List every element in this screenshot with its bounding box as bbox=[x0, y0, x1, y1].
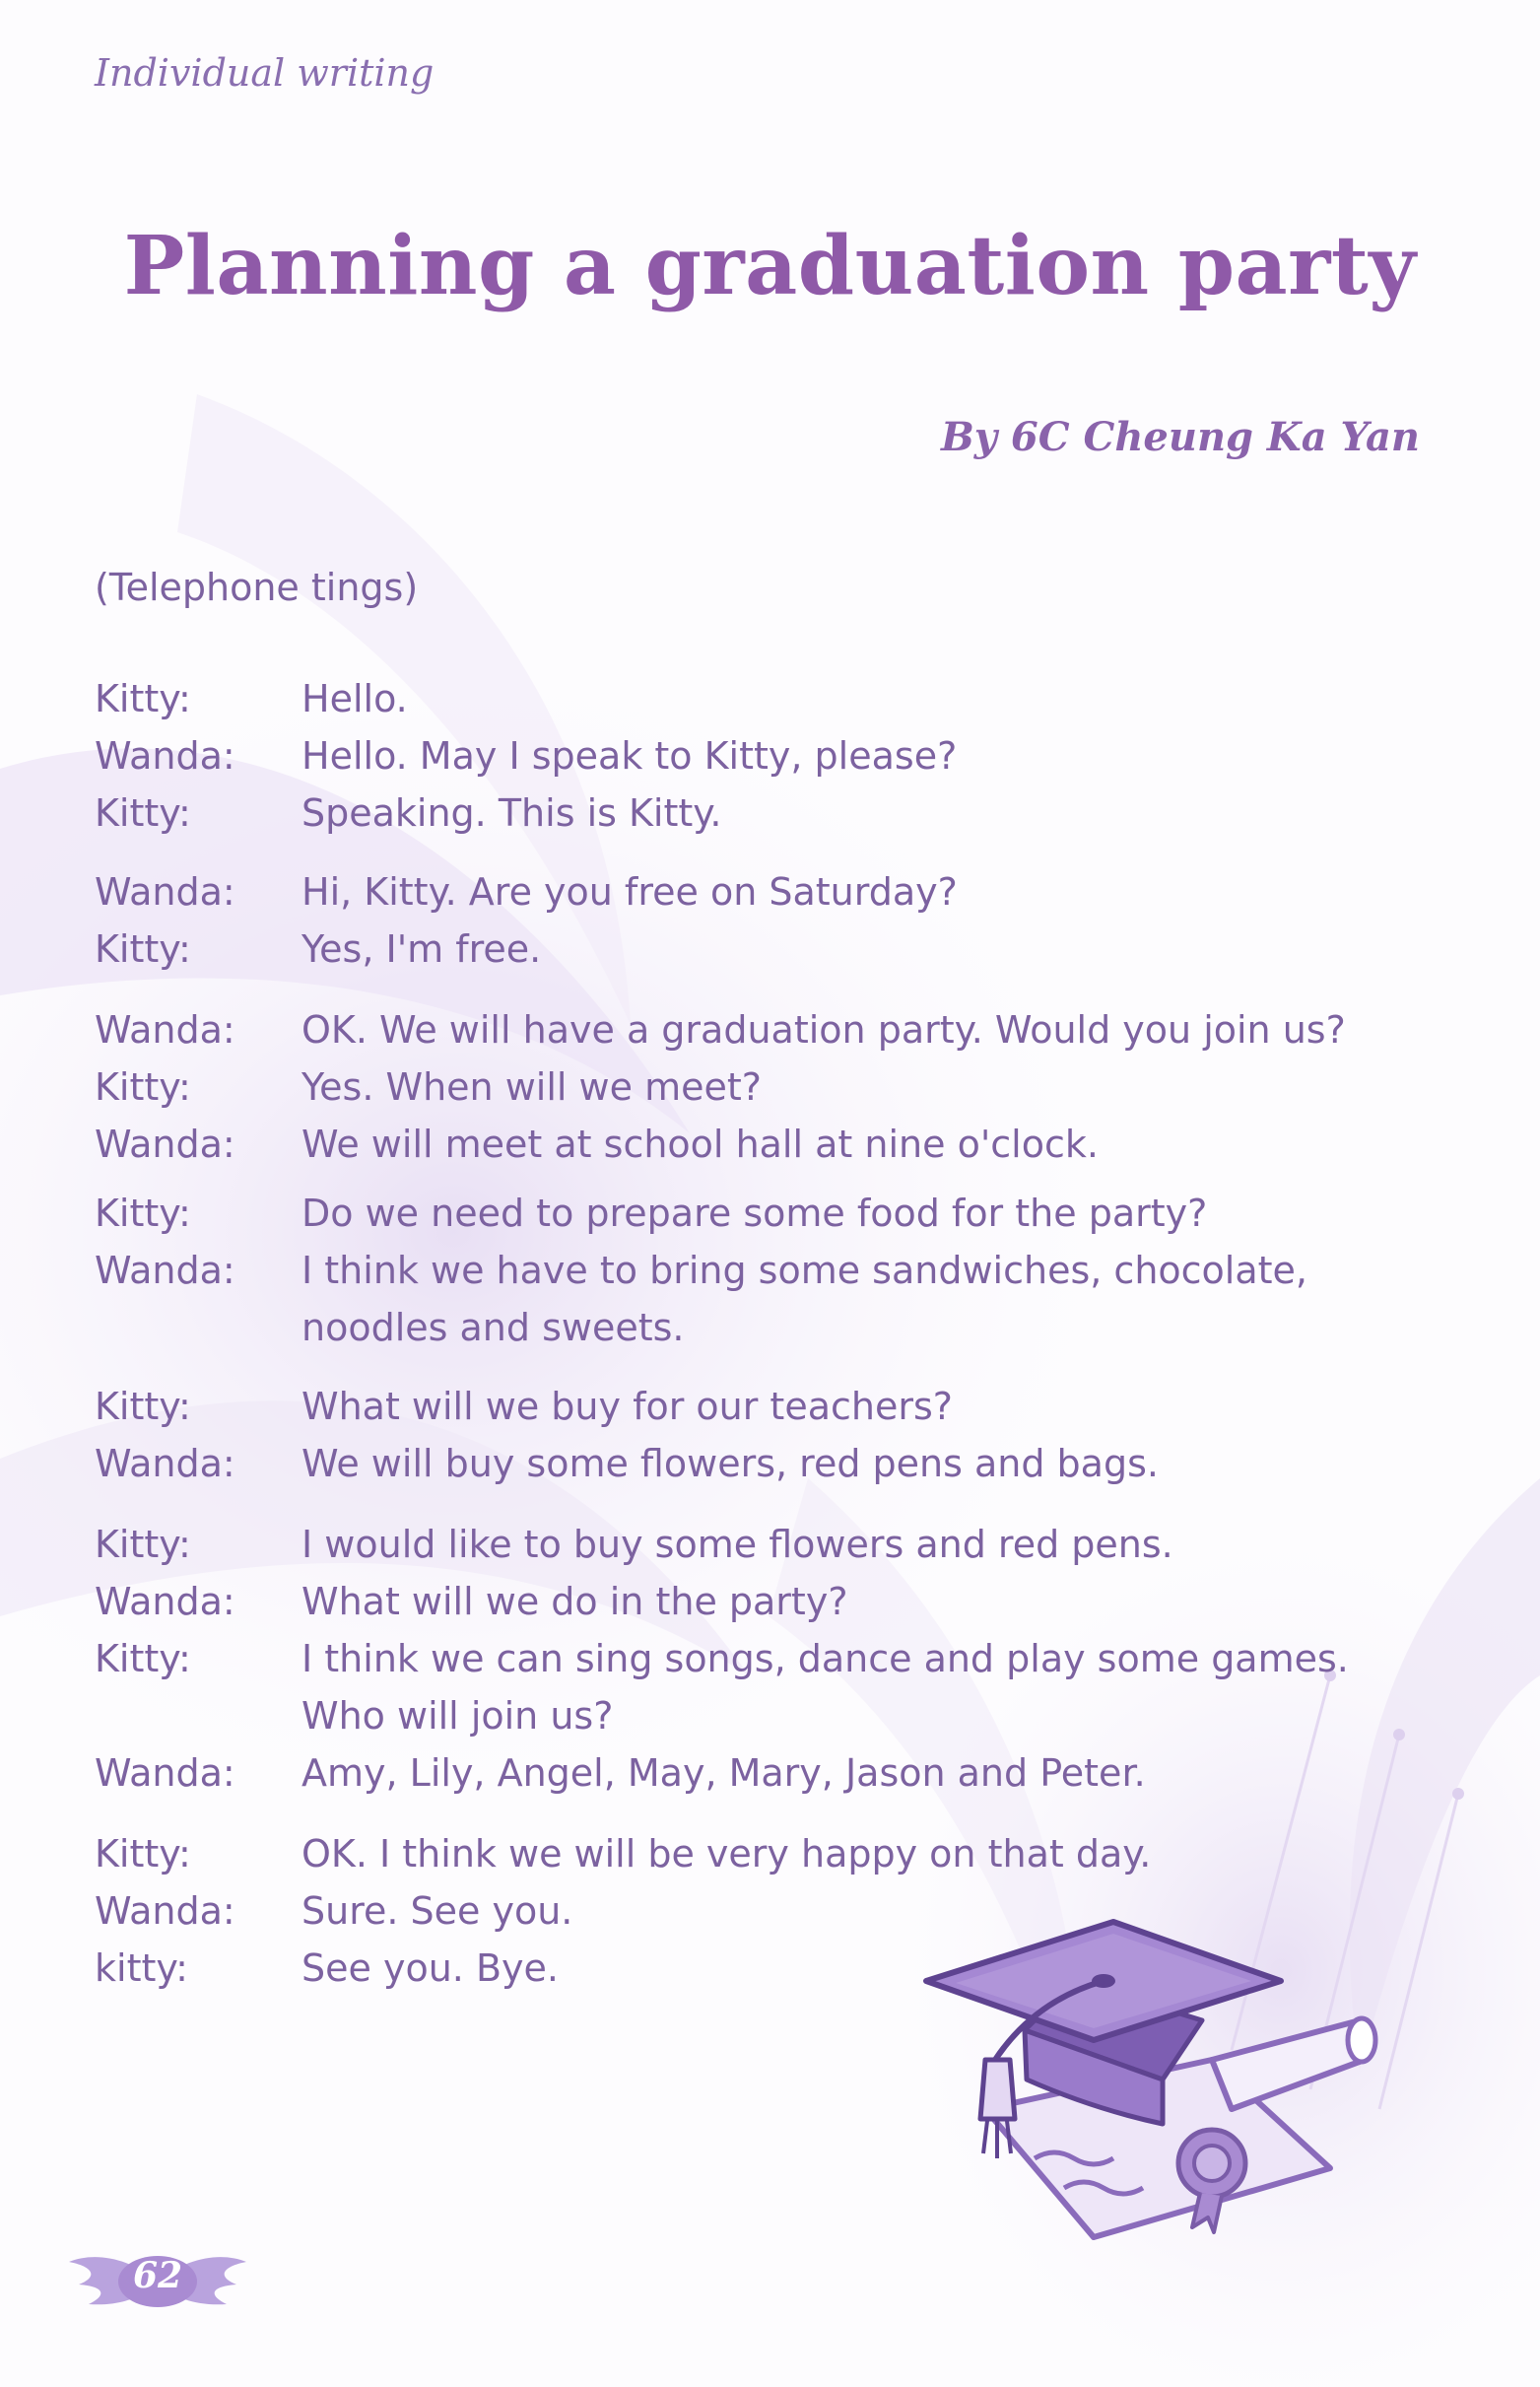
speech-text: What will we buy for our teachers? bbox=[301, 1385, 953, 1428]
speaker-name: Wanda: bbox=[95, 1249, 235, 1292]
speech-text: Speaking. This is Kitty. bbox=[301, 791, 722, 835]
speech-text: I think we have to bring some sandwiches, chocolate, noodles and sweets. bbox=[301, 1249, 1307, 1349]
section-label: Individual writing bbox=[95, 51, 435, 95]
speech-text: OK. We will have a graduation party. Would you join us? bbox=[301, 1008, 1346, 1052]
speaker-name: Wanda: bbox=[95, 870, 235, 914]
speaker-name: Wanda: bbox=[95, 1580, 235, 1623]
speaker-name: Wanda: bbox=[95, 1008, 235, 1052]
speaker-name: Kitty: bbox=[95, 1637, 191, 1680]
page-number: 62 bbox=[132, 2255, 183, 2296]
speaker-name: Kitty: bbox=[95, 1192, 191, 1235]
speech-text: Yes. When will we meet? bbox=[301, 1065, 762, 1109]
speech-text: Yes, I'm free. bbox=[301, 927, 542, 971]
speaker-name: Wanda: bbox=[95, 1751, 235, 1795]
author-byline: By 6C Cheung Ka Yan bbox=[940, 414, 1420, 460]
speech-text: See you. Bye. bbox=[301, 1946, 559, 1990]
speech-text: I think we can sing songs, dance and play some games. Who will join us? bbox=[301, 1637, 1349, 1738]
stage-direction: (Telephone tings) bbox=[95, 566, 419, 609]
speech-text: Sure. See you. bbox=[301, 1889, 573, 1933]
speaker-name: Kitty: bbox=[95, 1523, 191, 1566]
speaker-name: Kitty: bbox=[95, 677, 191, 720]
speech-text: I would like to buy some flowers and red pens. bbox=[301, 1523, 1173, 1566]
speaker-name: Kitty: bbox=[95, 1832, 191, 1876]
page-number-badge bbox=[69, 2237, 246, 2326]
speech-text: What will we do in the party? bbox=[301, 1580, 848, 1623]
speaker-name: Wanda: bbox=[95, 1123, 235, 1166]
speaker-name: Wanda: bbox=[95, 1889, 235, 1933]
speaker-name: Kitty: bbox=[95, 927, 191, 971]
speech-text: Hi, Kitty. Are you free on Saturday? bbox=[301, 870, 958, 914]
speaker-name: Kitty: bbox=[95, 1065, 191, 1109]
speaker-name: Wanda: bbox=[95, 734, 235, 778]
speech-text: Do we need to prepare some food for the party? bbox=[301, 1192, 1208, 1235]
speech-text: Hello. May I speak to Kitty, please? bbox=[301, 734, 958, 778]
speech-text: Hello. bbox=[301, 677, 408, 720]
speaker-name: Wanda: bbox=[95, 1442, 235, 1485]
speaker-name: kitty: bbox=[95, 1946, 188, 1990]
page-title: Planning a graduation party bbox=[123, 219, 1417, 313]
speaker-name: Kitty: bbox=[95, 1385, 191, 1428]
speech-text: Amy, Lily, Angel, May, Mary, Jason and Peter. bbox=[301, 1751, 1146, 1795]
speech-text: We will buy some flowers, red pens and bags. bbox=[301, 1442, 1159, 1485]
speaker-name: Kitty: bbox=[95, 791, 191, 835]
speech-text: We will meet at school hall at nine o'clock. bbox=[301, 1123, 1099, 1166]
speech-text: OK. I think we will be very happy on that day. bbox=[301, 1832, 1152, 1876]
graduation-cap-icon bbox=[916, 1912, 1389, 2267]
